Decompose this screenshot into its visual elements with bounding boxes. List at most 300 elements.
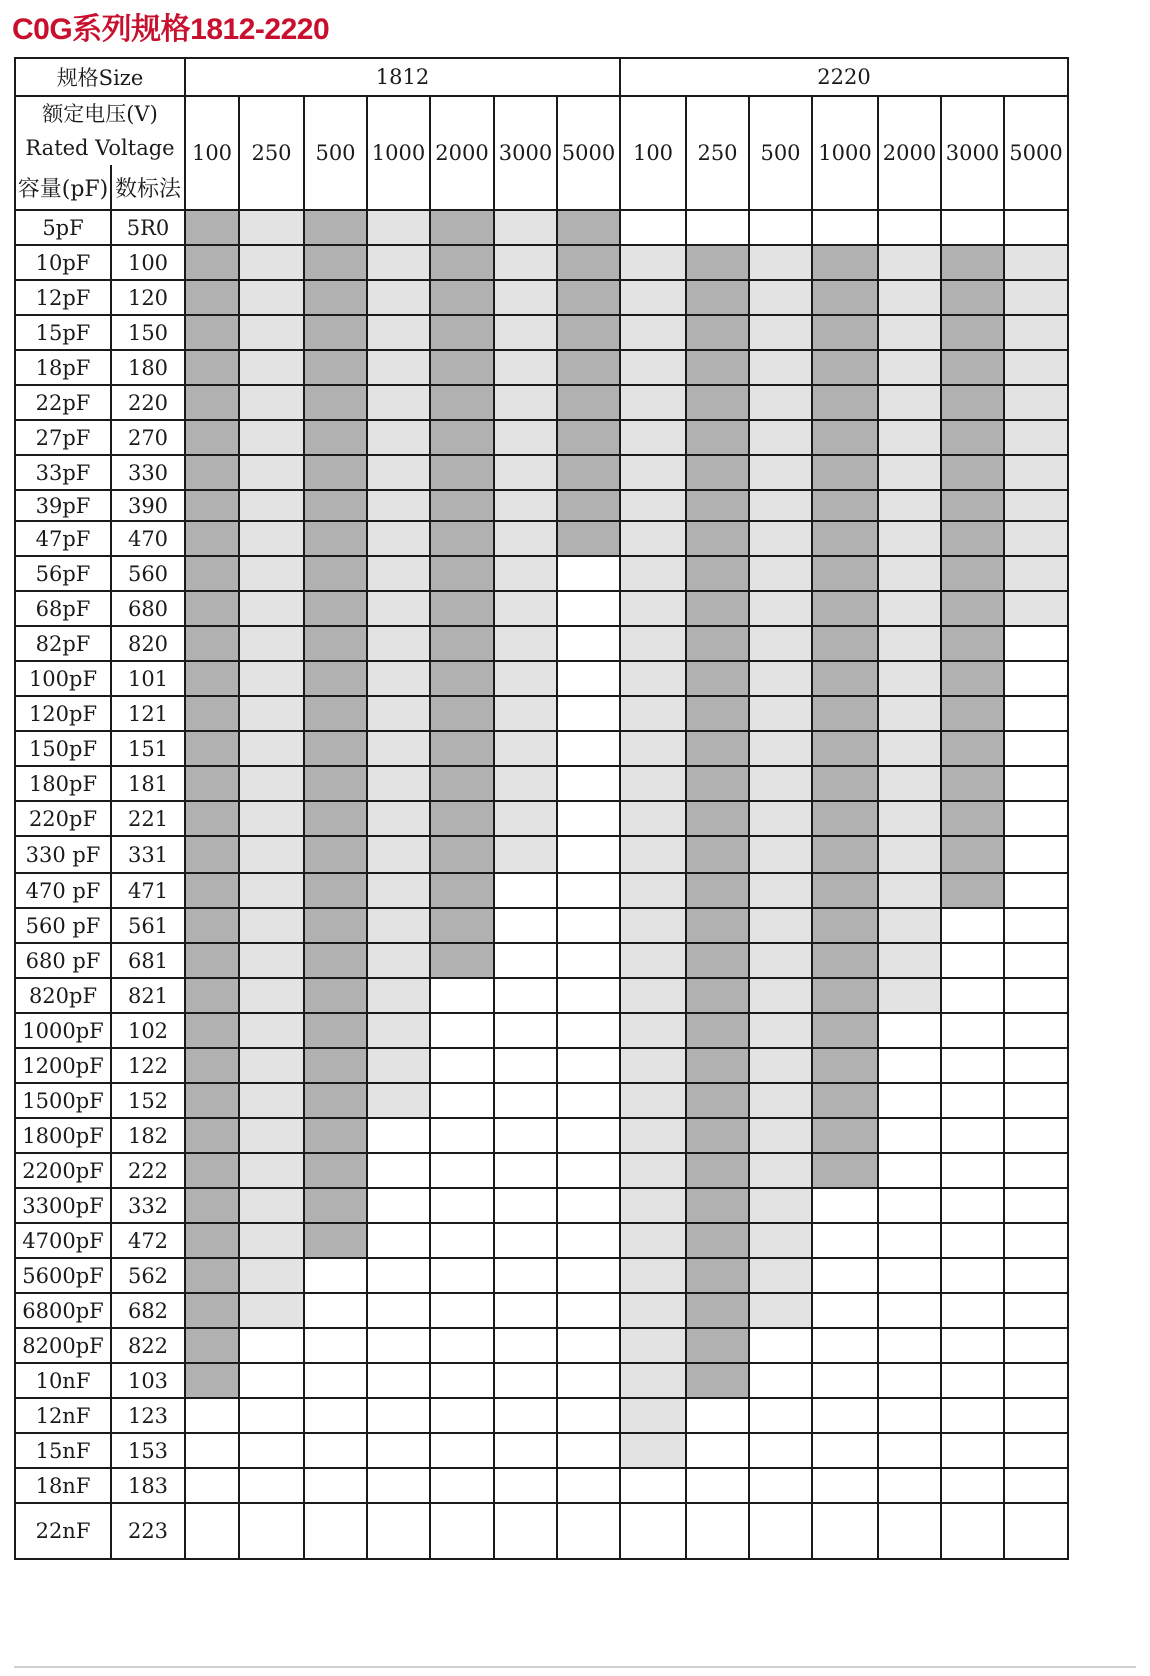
availability-cell — [941, 1258, 1004, 1293]
availability-cell — [304, 1083, 367, 1118]
code-cell: 100 — [111, 245, 185, 280]
availability-cell — [941, 873, 1004, 908]
code-cell: 101 — [111, 661, 185, 696]
availability-cell — [812, 280, 878, 315]
availability-cell — [304, 556, 367, 591]
availability-cell — [1004, 1188, 1068, 1223]
availability-cell — [239, 873, 304, 908]
availability-cell — [367, 1433, 430, 1468]
table-row — [15, 210, 1068, 245]
availability-cell — [941, 1118, 1004, 1153]
availability-cell — [878, 420, 941, 455]
availability-cell — [812, 420, 878, 455]
table-row — [15, 801, 1068, 836]
availability-cell — [1004, 280, 1068, 315]
availability-cell — [304, 455, 367, 490]
availability-cell — [494, 1363, 557, 1398]
availability-cell — [812, 626, 878, 661]
availability-cell — [812, 1013, 878, 1048]
availability-cell — [941, 1083, 1004, 1118]
availability-cell — [812, 245, 878, 280]
capacitance-cell: 150pF — [15, 731, 111, 766]
availability-cell — [239, 385, 304, 420]
availability-cell — [304, 350, 367, 385]
availability-cell — [557, 1503, 620, 1559]
availability-cell — [430, 350, 494, 385]
availability-cell — [878, 521, 941, 556]
availability-cell — [430, 1328, 494, 1363]
code-cell: 123 — [111, 1398, 185, 1433]
voltage-header-2220-3000: 3000 — [941, 96, 1004, 210]
availability-cell — [686, 280, 749, 315]
availability-cell — [367, 1083, 430, 1118]
availability-cell — [812, 836, 878, 873]
code-cell: 220 — [111, 385, 185, 420]
availability-cell — [367, 1363, 430, 1398]
availability-cell — [1004, 1083, 1068, 1118]
availability-cell — [239, 315, 304, 350]
voltage-header-2220-1000: 1000 — [812, 96, 878, 210]
availability-cell — [185, 591, 239, 626]
availability-cell — [367, 908, 430, 943]
availability-cell — [557, 280, 620, 315]
availability-cell — [941, 908, 1004, 943]
availability-cell — [878, 490, 941, 521]
availability-cell — [1004, 1398, 1068, 1433]
availability-cell — [494, 1048, 557, 1083]
availability-cell — [749, 1258, 812, 1293]
availability-cell — [749, 591, 812, 626]
availability-cell — [494, 1188, 557, 1223]
availability-cell — [686, 1188, 749, 1223]
availability-cell — [239, 1258, 304, 1293]
availability-cell — [557, 1013, 620, 1048]
availability-cell — [1004, 1013, 1068, 1048]
availability-cell — [812, 696, 878, 731]
availability-cell — [812, 731, 878, 766]
availability-cell — [557, 801, 620, 836]
availability-cell — [304, 1153, 367, 1188]
availability-cell — [1004, 1433, 1068, 1468]
table-row — [15, 873, 1068, 908]
code-cell: 680 — [111, 591, 185, 626]
availability-cell — [185, 1188, 239, 1223]
capacitance-cell: 330 pF — [15, 836, 111, 873]
availability-cell — [686, 315, 749, 350]
availability-cell — [304, 1118, 367, 1153]
availability-cell — [878, 873, 941, 908]
availability-cell — [1004, 1328, 1068, 1363]
availability-cell — [749, 280, 812, 315]
availability-cell — [185, 1328, 239, 1363]
code-cell: 560 — [111, 556, 185, 591]
availability-cell — [1004, 420, 1068, 455]
availability-cell — [812, 315, 878, 350]
availability-cell — [557, 591, 620, 626]
table-row — [15, 1153, 1068, 1188]
table-row — [15, 696, 1068, 731]
availability-cell — [620, 978, 686, 1013]
availability-cell — [620, 1223, 686, 1258]
availability-cell — [430, 873, 494, 908]
availability-cell — [367, 801, 430, 836]
availability-cell — [941, 420, 1004, 455]
availability-cell — [430, 801, 494, 836]
availability-cell — [686, 420, 749, 455]
capacitance-cell: 820pF — [15, 978, 111, 1013]
availability-cell — [239, 1433, 304, 1468]
voltage-header-label — [15, 96, 185, 210]
availability-cell — [557, 245, 620, 280]
capacitance-cell: 560 pF — [15, 908, 111, 943]
availability-cell — [185, 766, 239, 801]
availability-cell — [941, 943, 1004, 978]
availability-cell — [494, 978, 557, 1013]
availability-cell — [494, 245, 557, 280]
availability-cell — [494, 490, 557, 521]
capacitance-column-label: 容量(pF) — [16, 165, 112, 209]
availability-cell — [239, 626, 304, 661]
table-row — [15, 490, 1068, 521]
availability-cell — [620, 315, 686, 350]
availability-cell — [557, 385, 620, 420]
availability-cell — [304, 873, 367, 908]
availability-cell — [878, 943, 941, 978]
availability-cell — [430, 1118, 494, 1153]
availability-cell — [304, 908, 367, 943]
availability-cell — [1004, 385, 1068, 420]
availability-cell — [878, 455, 941, 490]
availability-cell — [185, 661, 239, 696]
availability-cell — [185, 1468, 239, 1503]
availability-cell — [620, 420, 686, 455]
availability-cell — [812, 1223, 878, 1258]
availability-cell — [620, 1363, 686, 1398]
availability-cell — [686, 731, 749, 766]
availability-cell — [239, 521, 304, 556]
availability-cell — [620, 731, 686, 766]
capacitance-cell: 1800pF — [15, 1118, 111, 1153]
availability-cell — [812, 1363, 878, 1398]
availability-cell — [812, 210, 878, 245]
table-row — [15, 1468, 1068, 1503]
availability-cell — [749, 836, 812, 873]
availability-cell — [557, 1153, 620, 1188]
availability-cell — [812, 1468, 878, 1503]
availability-cell — [304, 1468, 367, 1503]
availability-cell — [304, 1503, 367, 1559]
availability-cell — [304, 245, 367, 280]
availability-cell — [812, 1503, 878, 1559]
availability-cell — [494, 385, 557, 420]
table-row — [15, 556, 1068, 591]
availability-cell — [430, 315, 494, 350]
availability-cell — [304, 591, 367, 626]
availability-cell — [557, 1293, 620, 1328]
availability-cell — [494, 1083, 557, 1118]
code-cell: 681 — [111, 943, 185, 978]
availability-cell — [686, 766, 749, 801]
availability-cell — [304, 210, 367, 245]
availability-cell — [749, 315, 812, 350]
availability-cell — [941, 350, 1004, 385]
code-cell: 330 — [111, 455, 185, 490]
table-row — [15, 385, 1068, 420]
availability-cell — [185, 1118, 239, 1153]
availability-cell — [1004, 943, 1068, 978]
availability-cell — [494, 420, 557, 455]
code-cell: 820 — [111, 626, 185, 661]
availability-cell — [494, 1328, 557, 1363]
availability-cell — [941, 1433, 1004, 1468]
availability-cell — [185, 1083, 239, 1118]
table-row — [15, 1048, 1068, 1083]
availability-cell — [185, 245, 239, 280]
availability-cell — [686, 1433, 749, 1468]
availability-cell — [557, 455, 620, 490]
availability-cell — [367, 731, 430, 766]
availability-cell — [1004, 1468, 1068, 1503]
availability-cell — [1004, 315, 1068, 350]
availability-cell — [304, 1013, 367, 1048]
availability-cell — [812, 556, 878, 591]
availability-cell — [1004, 661, 1068, 696]
availability-cell — [941, 245, 1004, 280]
availability-cell — [812, 455, 878, 490]
availability-cell — [1004, 350, 1068, 385]
availability-cell — [239, 908, 304, 943]
availability-cell — [494, 1153, 557, 1188]
availability-cell — [367, 210, 430, 245]
availability-cell — [620, 245, 686, 280]
capacitance-cell: 22nF — [15, 1503, 111, 1559]
availability-cell — [878, 591, 941, 626]
availability-cell — [304, 1223, 367, 1258]
availability-cell — [620, 556, 686, 591]
availability-cell — [620, 1328, 686, 1363]
availability-cell — [185, 1013, 239, 1048]
availability-cell — [367, 420, 430, 455]
availability-cell — [185, 1048, 239, 1083]
availability-cell — [749, 1328, 812, 1363]
availability-cell — [878, 836, 941, 873]
availability-cell — [878, 315, 941, 350]
availability-cell — [749, 626, 812, 661]
availability-cell — [557, 1118, 620, 1153]
availability-cell — [430, 908, 494, 943]
availability-cell — [239, 1293, 304, 1328]
availability-cell — [812, 801, 878, 836]
availability-cell — [941, 1223, 1004, 1258]
availability-cell — [1004, 836, 1068, 873]
availability-cell — [430, 591, 494, 626]
availability-cell — [304, 1293, 367, 1328]
capacitance-cell: 220pF — [15, 801, 111, 836]
availability-cell — [941, 1293, 1004, 1328]
availability-cell — [878, 1118, 941, 1153]
code-cell: 121 — [111, 696, 185, 731]
availability-cell — [749, 521, 812, 556]
code-cell: 562 — [111, 1258, 185, 1293]
availability-cell — [494, 1258, 557, 1293]
availability-cell — [239, 350, 304, 385]
availability-cell — [620, 801, 686, 836]
availability-cell — [430, 1188, 494, 1223]
availability-cell — [367, 1048, 430, 1083]
table-row — [15, 1223, 1068, 1258]
availability-cell — [239, 490, 304, 521]
availability-cell — [1004, 521, 1068, 556]
availability-cell — [430, 490, 494, 521]
availability-cell — [185, 315, 239, 350]
availability-cell — [185, 455, 239, 490]
availability-cell — [494, 801, 557, 836]
availability-cell — [941, 1398, 1004, 1433]
availability-cell — [878, 1503, 941, 1559]
availability-cell — [749, 1083, 812, 1118]
availability-cell — [239, 420, 304, 455]
table-row — [15, 1363, 1068, 1398]
availability-cell — [878, 1398, 941, 1433]
availability-cell — [620, 521, 686, 556]
availability-cell — [686, 210, 749, 245]
availability-cell — [367, 1188, 430, 1223]
code-cell: 331 — [111, 836, 185, 873]
table-row — [15, 1258, 1068, 1293]
availability-cell — [367, 521, 430, 556]
code-cell: 561 — [111, 908, 185, 943]
availability-cell — [185, 1258, 239, 1293]
availability-cell — [941, 766, 1004, 801]
availability-cell — [557, 696, 620, 731]
availability-cell — [686, 1503, 749, 1559]
availability-cell — [239, 1363, 304, 1398]
availability-cell — [239, 1083, 304, 1118]
availability-cell — [430, 731, 494, 766]
availability-cell — [557, 943, 620, 978]
availability-cell — [620, 1258, 686, 1293]
availability-cell — [941, 1188, 1004, 1223]
availability-cell — [304, 521, 367, 556]
availability-cell — [941, 1153, 1004, 1188]
availability-cell — [686, 1468, 749, 1503]
availability-cell — [686, 490, 749, 521]
availability-cell — [749, 801, 812, 836]
availability-cell — [878, 1293, 941, 1328]
availability-cell — [812, 1048, 878, 1083]
code-cell: 153 — [111, 1433, 185, 1468]
table-row — [15, 766, 1068, 801]
availability-cell — [557, 210, 620, 245]
availability-cell — [367, 873, 430, 908]
availability-cell — [185, 350, 239, 385]
availability-cell — [185, 1223, 239, 1258]
capacitance-cell: 12pF — [15, 280, 111, 315]
voltage-header-2220-5000: 5000 — [1004, 96, 1068, 210]
availability-cell — [239, 1223, 304, 1258]
availability-cell — [878, 1188, 941, 1223]
availability-cell — [494, 210, 557, 245]
table-row — [15, 280, 1068, 315]
availability-cell — [812, 490, 878, 521]
capacitance-cell: 18nF — [15, 1468, 111, 1503]
availability-cell — [557, 908, 620, 943]
capacitance-cell: 15nF — [15, 1433, 111, 1468]
availability-cell — [812, 908, 878, 943]
availability-cell — [686, 908, 749, 943]
availability-cell — [686, 943, 749, 978]
availability-cell — [878, 350, 941, 385]
code-cell: 181 — [111, 766, 185, 801]
availability-cell — [185, 280, 239, 315]
availability-cell — [749, 1433, 812, 1468]
table-row — [15, 315, 1068, 350]
availability-cell — [494, 1223, 557, 1258]
code-cell: 180 — [111, 350, 185, 385]
availability-cell — [620, 1048, 686, 1083]
availability-cell — [686, 836, 749, 873]
availability-cell — [878, 1223, 941, 1258]
availability-cell — [749, 731, 812, 766]
capacitance-cell: 1500pF — [15, 1083, 111, 1118]
availability-cell — [1004, 696, 1068, 731]
availability-cell — [941, 385, 1004, 420]
table-row — [15, 943, 1068, 978]
availability-cell — [1004, 1223, 1068, 1258]
availability-cell — [557, 1083, 620, 1118]
availability-cell — [494, 873, 557, 908]
availability-cell — [941, 591, 1004, 626]
availability-cell — [620, 350, 686, 385]
availability-cell — [304, 943, 367, 978]
capacitance-cell: 1200pF — [15, 1048, 111, 1083]
availability-cell — [686, 1118, 749, 1153]
table-row — [15, 1118, 1068, 1153]
availability-cell — [878, 1153, 941, 1188]
availability-cell — [878, 1328, 941, 1363]
availability-cell — [1004, 1258, 1068, 1293]
capacitance-cell: 39pF — [15, 490, 111, 521]
availability-cell — [620, 385, 686, 420]
availability-cell — [620, 490, 686, 521]
availability-cell — [686, 455, 749, 490]
availability-cell — [304, 978, 367, 1013]
availability-cell — [620, 1153, 686, 1188]
availability-cell — [239, 978, 304, 1013]
availability-cell — [686, 1013, 749, 1048]
availability-cell — [304, 490, 367, 521]
availability-cell — [686, 1048, 749, 1083]
availability-cell — [239, 1503, 304, 1559]
availability-cell — [367, 556, 430, 591]
table-row — [15, 836, 1068, 873]
availability-cell — [620, 696, 686, 731]
code-cell: 390 — [111, 490, 185, 521]
availability-cell — [878, 210, 941, 245]
availability-cell — [367, 1153, 430, 1188]
availability-cell — [812, 661, 878, 696]
availability-cell — [430, 280, 494, 315]
availability-cell — [749, 210, 812, 245]
capacitance-cell: 100pF — [15, 661, 111, 696]
voltage-header-2220-500: 500 — [749, 96, 812, 210]
availability-cell — [941, 210, 1004, 245]
availability-cell — [557, 1258, 620, 1293]
availability-cell — [749, 766, 812, 801]
availability-cell — [620, 1013, 686, 1048]
availability-cell — [304, 766, 367, 801]
table-row — [15, 1013, 1068, 1048]
